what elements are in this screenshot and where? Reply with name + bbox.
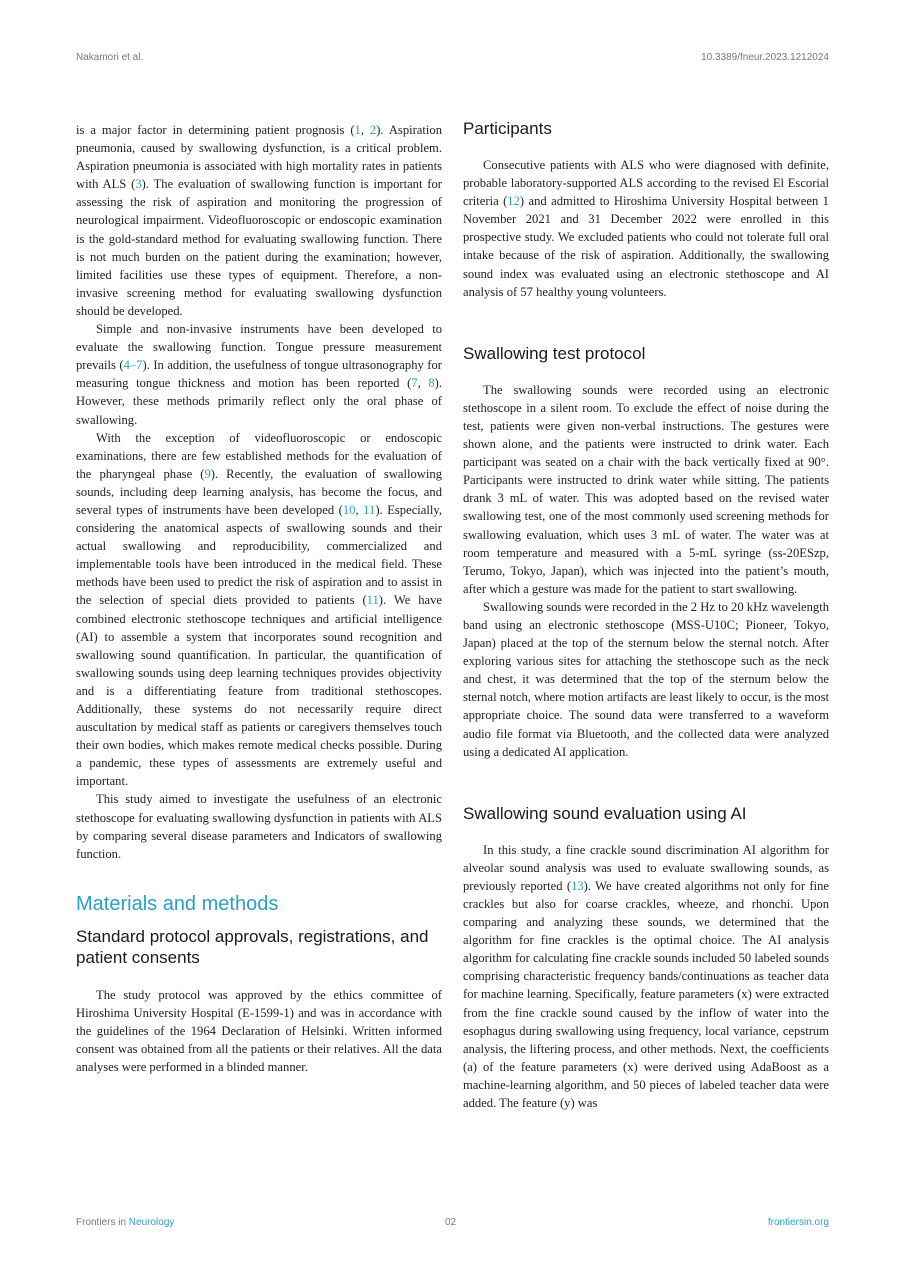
paragraph-participants: Consecutive patients with ALS who were diagnosed with definite, probable laboratory-supported ALS according to the revised El Escorial criteria (12) and admitted to Hiroshima University Hospital between 1 November 2021 and 31 December 2022 were enrolled in this prospective study. We excluded patients who could not tolerate full oral intake because of the risk of aspiration. Additionally, the swallowing sound index was evaluated using an electronic stethoscope and AI analysis of 57 healthy young volunteers. — [463, 158, 829, 299]
citation-link[interactable]: 10 — [342, 502, 356, 517]
paragraph-ai-evaluation: In this study, a fine crackle sound discrimination AI algorithm for alveolar sound analysis was used to evaluate swallowing sounds, as previously reported (13). We have created algorithms not only for fine crackles but also for coarse crackles, wheeze, and rhonchi. Upon comparing and analyzing these sounds, we determined that the algorithm for fine crackles is the optimal choice. The AI analysis algorithm for calculating fine crackle sounds included 50 labeled sounds comprising characteristic frequency bands/continuations as teacher data for machine learning. Specifically, feature parameters (x) were extracted from the fine crackle sound caused by the inflow of water into the esophagus during swallowing using frequency, local variance, cepstrum analysis, the liftering process, and other methods. Next, the coefficients (a) of the feature parameters (x) were derived using AdaBoost as a machine-learning algorithm, and 50 pieces of labeled teacher data were added. The feature (y) was — [463, 842, 829, 1111]
site-link[interactable]: frontiersin.org — [767, 1217, 829, 1228]
running-header-doi: 10.3389/fneur.2023.1212024 — [701, 52, 829, 63]
citation-link[interactable]: 11 — [366, 593, 379, 608]
paragraph-intro-2: Simple and non-invasive instruments have been developed to evaluate the swallowing function. Tongue pressure measurement prevails (4–7). In addition, the usefulness of tongue ultrasonography for measuring tongue thickness and motion has been reported (7, 8). However, these methods primarily reflect only the oral phase of swallowing. — [76, 322, 443, 427]
paragraph-protocol-1: The swallowing sounds were recorded using an electronic stethoscope in a silent room. To exclude the effect of noise during the test, patients were given non-verbal instructions. The gestures were shown alone, and the patients were instructed to drink water. Each participant was seated on a chair with the back vertically fixed at 90°. Participants were instructed to drink water while sitting. The patients drank 3 mL of water. This was adopted based on the revised water swallowing test, one of the most commonly used screening methods for swallowing evaluation, which uses 3 mL of water. The water was at room temperature and measured with a 5-mL syringe (ss-20ESzp, Terumo, Tokyo, Japan), which was injected into the patient’s mouth, after which a gesture was made for the patient to start swallowing. — [463, 382, 829, 596]
citation-link[interactable]: 9 — [204, 466, 211, 481]
subsection-heading-participants: Participants — [463, 119, 552, 138]
citation-link[interactable]: 2 — [369, 123, 377, 137]
citation-link[interactable]: 8 — [428, 376, 435, 391]
left-column — [76, 121, 442, 1076]
right-column — [463, 121, 829, 1112]
citation-link[interactable]: 4–7 — [123, 358, 143, 373]
footer-journal: Frontiers in Neurology — [76, 1217, 175, 1228]
citation-link[interactable]: 1 — [354, 123, 361, 137]
paragraph-protocol-2: Swallowing sounds were recorded in the 2 Hz to 20 kHz wavelength band using an electronic stethoscope (MSS-U10C; Pioneer, Tokyo, Japan) placed at the top of the sternum below the sternal notch. After exploring various sites for attaching the stethoscope such as the neck and chest, it was determined that the top of the sternum below the sternal notch, where motion artifacts are least likely to occur, is the most appropriate choice. The sound data were transferred to a waveform audio file format via Bluetooth, and the collected data were analyzed using a dedicated AI application. — [463, 599, 829, 759]
paragraph-ethics: The study protocol was approved by the ethics committee of Hiroshima University Hospital (E-1599-1) and was in accordance with the guidelines of the 1964 Declaration of Helsinki. Written informed consent was obtained from all the patients or their relatives. All the data analyses were performed in a blinded manner. — [76, 987, 442, 1075]
paragraph-study-aim: This study aimed to investigate the usefulness of an electronic stethoscope for evaluating swallowing dysfunction in patients with ALS by comparing several disease parameters and Indicators of swallowing function. — [76, 792, 442, 861]
citation-link[interactable]: 3 — [135, 177, 142, 192]
paragraph-intro-1: is a major factor in determining patient prognosis (1, 2). Aspiration pneumonia, caused by swallowing dysfunction, is a critical problem. Aspiration pneumonia is associated with high mortality rates in patients with ALS (3). The evaluation of swallowing function is important for assessing the risk of aspiration and monitoring the progression of neurological impairment. Videofluoroscopic or endoscopic examination is the gold-standard method for evaluating swallowing function. There is not much burden on the patient during the examination; however, limited facilities use these types of equipment. Therefore, a non-invasive screening method for evaluating swallowing dysfunction should be developed. — [76, 123, 442, 318]
paragraph-intro-3: With the exception of videofluoroscopic or endoscopic examinations, there are few established methods for the evaluation of the pharyngeal phase (9). Recently, the evaluation of swallowing sounds, including deep learning analysis, has become the focus, and several types of instruments have been developed (10, 11). Especially, considering the anatomical aspects of swallowing sounds and their actual swallowing and reproducibility, commercialized and implementable tools have been introduced in the medical field. These methods have been used to predict the risk of aspiration and to assist in the selection of special diets provided to patients (11). We have combined electronic stethoscope techniques and artificial intelligence (AI) to assemble a system that incorporates sound recognition and swallowing sound quantification. In particular, the quantification of swallowing sounds using deep learning techniques provides objectivity and is a differentiating feature from traditional stethoscopes. Additionally, these systems do not necessarily require direct auscultation by medical staff as patients or caregivers themselves touch their own bodies, which makes remote medical checks possible. During a pandemic, these types of assessments are extremely useful and important. — [76, 430, 442, 789]
page-number: 02 — [445, 1217, 457, 1228]
citation-link[interactable]: 12 — [507, 194, 520, 209]
subsection-heading-ai-evaluation: Swallowing sound evaluation using AI — [463, 803, 747, 823]
running-header-authors: Nakamori et al. — [76, 52, 144, 63]
citation-link[interactable]: 11 — [363, 502, 376, 517]
section-heading-materials-methods: Materials and methods — [76, 892, 279, 915]
subsection-heading-protocol-approvals: Standard protocol approvals, registrations, and patient consents — [76, 926, 429, 967]
citation-link[interactable]: 7 — [411, 376, 418, 391]
journal-link[interactable]: Neurology — [128, 1217, 175, 1228]
citation-link[interactable]: 13 — [571, 878, 584, 893]
subsection-heading-swallowing-protocol: Swallowing test protocol — [463, 343, 646, 363]
